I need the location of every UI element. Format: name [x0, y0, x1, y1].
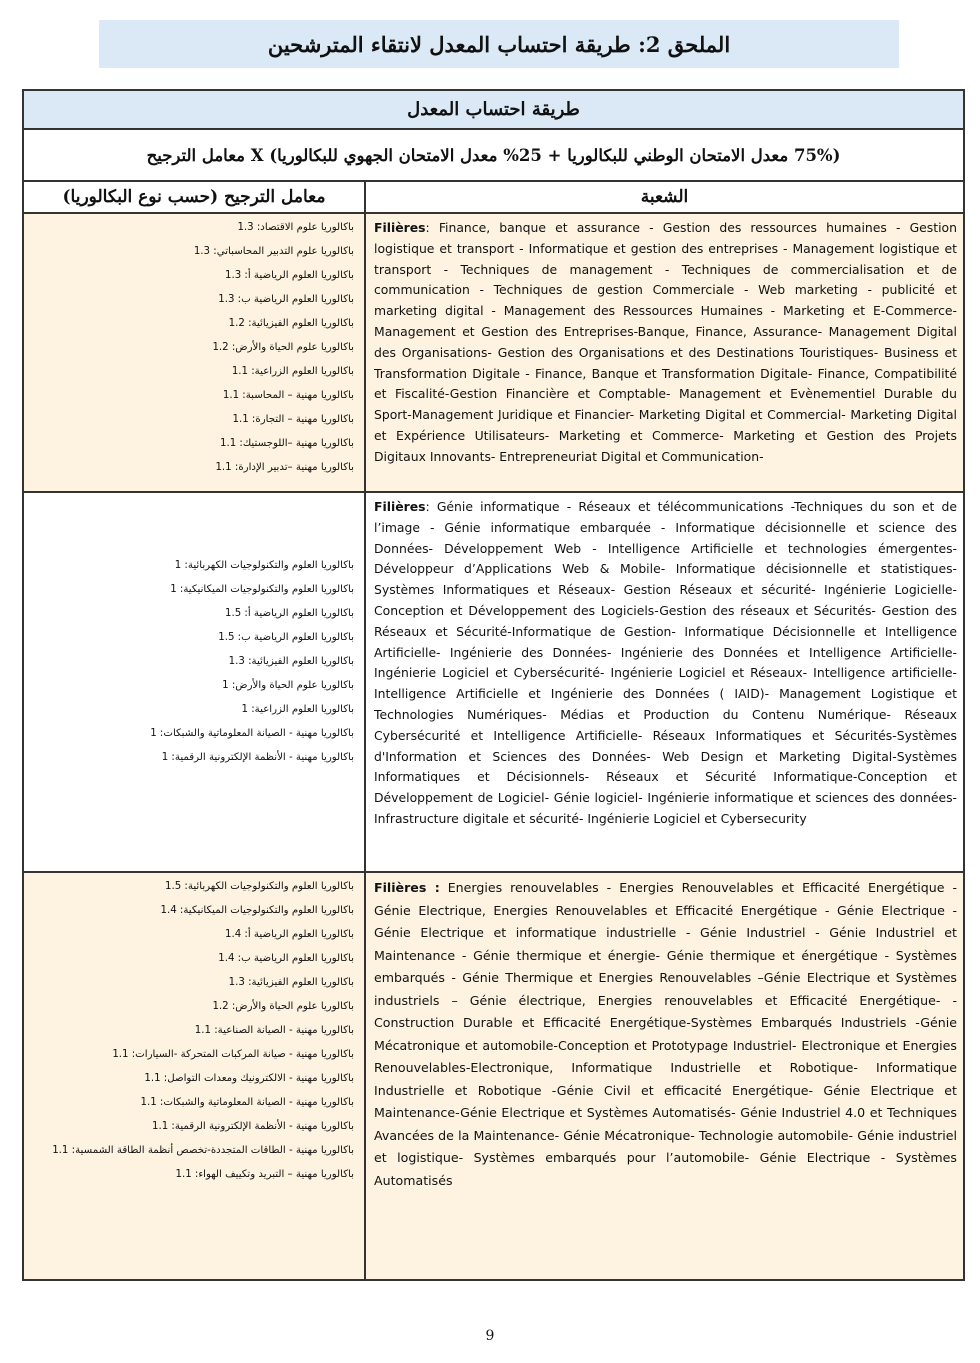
- list-item: باكالوريا العلوم الرياضية ب: 1.4: [218, 953, 354, 964]
- column-header-filiere: [365, 181, 964, 213]
- coefficient-list: [30, 554, 354, 770]
- formula-row: [23, 129, 964, 181]
- coefficient-list: [30, 875, 354, 1187]
- filiere-cell: [365, 872, 964, 1280]
- list-item: باكالوريا مهنية - الصيانة الصناعية: 1.1: [194, 1025, 354, 1036]
- list-item: باكالوريا العلوم والتكنولوجيات الميكانيكية: 1: [170, 584, 354, 595]
- formula-text: (75% معدل الامتحان الوطني للبكالوريا + 25% معدل الامتحان الجهوي للبكالوريا) X معامل الترجيح: [146, 145, 841, 165]
- list-item: باكالوريا مهنية - الأنظمة الإلكترونية الرقمية: 1.1: [151, 1121, 354, 1132]
- list-item: باكالوريا العلوم الرياضية ب: 1.5: [218, 632, 354, 643]
- list-item: باكالوريا علوم التدبير المحاسباتي: 1.3: [193, 246, 354, 257]
- table-heading: [23, 90, 964, 129]
- list-item: باكالوريا العلوم الرياضية أ: 1.4: [224, 929, 354, 940]
- filiere-text: : Finance, banque et assurance - Gestion des ressources humaines - Gestion logistique et transport - Informatique et gestion des entreprises - Management logistique et transport - Techniques de management - Techniques de commercialisation et de communication - Techniques de gestion Commerciale - Web marketing - publicité et marketing digital - Management des Ressources Humaines - Marketing et E-Commerce- Management et Gestion des Entreprises-Banque, Finance, Assurance- Management Digital des Organisations- Gestion des Organisations et des Destinations Touristiques- Business et Transformation Digitale - Finance, Banque et Transformation Digitale- Finance, Compatibilité et Fiscalité-Gestion Financière et Comptable- Management et Evènementiel Durable du Sport-Management Juridique et Financier- Marketing Digital et Commercial- Marketing Digital et Expérience Utilisateurs- Marketing et Commerce- Marketing et Gestion des Projets Digitaux Innovants- Entrepreneuriat Digital et Communication-: [374, 220, 957, 464]
- column-header-coefficient: [23, 181, 365, 213]
- list-item: باكالوريا مهنية - الطاقات المتجددة-تخصص أنظمة الطاقة الشمسية: 1.1: [52, 1145, 354, 1156]
- page-number: 9: [485, 1328, 495, 1344]
- list-item: باكالوريا مهنية - صيانة المركبات المتحركة -السيارات: 1.1: [112, 1049, 354, 1060]
- list-item: باكالوريا العلوم الزراعية: 1.1: [231, 366, 354, 377]
- table-row: [23, 872, 964, 1280]
- annex-title-banner: [99, 20, 899, 68]
- list-item: باكالوريا العلوم والتكنولوجيات الكهربائية: 1: [174, 560, 354, 571]
- filiere-label: Filières: [374, 499, 426, 514]
- column-header-filiere-text: الشعبة: [640, 187, 689, 207]
- filiere-label: Filières: [374, 220, 426, 235]
- list-item: باكالوريا مهنية – التبريد وتكييف الهواء: 1.1: [175, 1169, 354, 1180]
- list-item: باكالوريا مهنية – المحاسبة: 1.1: [222, 390, 354, 401]
- list-item: باكالوريا العلوم الفيزيائية: 1.3: [228, 977, 354, 988]
- filiere-cell: [365, 213, 964, 492]
- list-item: باكالوريا العلوم الرياضية أ: 1.3: [224, 270, 354, 281]
- coefficient-cell: [23, 213, 365, 492]
- filiere-label: Filières :: [374, 880, 440, 895]
- coefficient-cell: [23, 492, 365, 872]
- list-item: باكالوريا العلوم الرياضية أ: 1.5: [224, 608, 354, 619]
- table-row: [23, 213, 964, 492]
- list-item: باكالوريا مهنية –اللوجستيك: 1.1: [219, 438, 354, 449]
- list-item: باكالوريا مهنية - الأنظمة الإلكترونية الرقمية: 1: [161, 752, 354, 763]
- annex-title: الملحق 2: طريقة احتساب المعدل لانتقاء المترشحين: [267, 31, 731, 57]
- list-item: باكالوريا العلوم الزراعية: 1: [241, 704, 354, 715]
- list-item: باكالوريا علوم الحياة والأرض: 1: [222, 680, 354, 691]
- table-heading-text: طريقة احتساب المعدل: [407, 99, 580, 120]
- list-item: باكالوريا علوم الحياة والأرض: 1.2: [212, 1001, 354, 1012]
- list-item: باكالوريا مهنية - الصيانة المعلوماتية والشبكات: 1: [150, 728, 354, 739]
- list-item: باكالوريا مهنية – التجارة: 1.1: [232, 414, 354, 425]
- list-item: باكالوريا العلوم والتكنولوجيات الميكانيكية: 1.4: [160, 905, 354, 916]
- filiere-text: Energies renouvelables - Energies Renouvelables et Efficacité Energétique - Génie Electrique, Energies Renouvelables et Efficacité Energétique - Génie Electrique - Génie Electrique et informatique industrielle - Génie Industriel - Génie Industriel et Maintenance - Génie thermique et énergie- Génie thermique et énergétique - Systèmes embarqués - Génie Thermique et Energies Renouvelables –Génie Electrique et Systèmes industriels – Génie électrique, Energies renouvelables et Efficacité Energétique- - Construction Durable et Efficacité Energétique-Systèmes Embarqués Industriels -Génie Mécatronique et automobile-Conception et Prototypage Industriel- Electronique et Energies Renouvelables-Electronique, Informatique Industrielle et Robotique- Informatique Industrielle et Robotique -Génie Civil et efficacité Energétique- Génie Electrique et Maintenance-Génie Electrique et Systèmes Automatisés- Génie Industriel 4.0 et Techniques Avancées de la Maintenance- Génie Mécatronique- Technologie automobile- Génie industriel et logistique- Systèmes embarqués pour l’automobile- Génie Electrique - Systèmes Automatisés: [374, 880, 958, 1188]
- filiere-cell: [365, 492, 964, 872]
- list-item: باكالوريا مهنية –تدبير الإدارة: 1.1: [215, 462, 354, 473]
- list-item: باكالوريا العلوم الفيزيائية: 1.2: [228, 318, 354, 329]
- list-item: باكالوريا مهنية - الصيانة المعلوماتية والشبكات: 1.1: [140, 1097, 354, 1108]
- average-calculation-table: [22, 89, 965, 1281]
- filiere-text: : Génie informatique - Réseaux et télécommunications -Techniques du son et de l’image - Génie informatique embarquée - Informatique décisionnelle et science des Données- Développement Web - Intelligence Artificielle et technologies émergentes- Développeur d’Applications Web & Mobile- Informatique décisionnelle et statistiques- Systèmes Informatiques et Réseaux- Gestion Réseaux et sécurité- Ingénierie Logicielle- Conception et Développement des Logiciels-Gestion des réseaux et Sécurités- Gestion des Réseaux et Sécurité-Informatique de Gestion- Informatique Décisionnelle et Intelligence Artificielle- Ingénierie des Données- Ingénierie des Données et Intelligence Artificielle- Ingénierie Logiciel et Cybersécurité- Ingénierie Logiciel et Réseaux- Intelligence artificielle- Intelligence Artificielle et Ingénierie des Données ( IAID)- Management Logistique et Technologies Numériques- Médias et Production du Contenu Numérique- Réseaux Cybersécurité et Intelligence Artificielle- Réseaux Informatiques et Sécurités-Systèmes d'Information et Sciences des Données- Web Design et Marketing Digital-Systèmes Informatiques et Décisionnels- Réseaux et Sécurité Informatique-Conception et Développement de Logiciel- Génie logiciel- Ingénierie informatique et sciences des données- Infrastructure digitale et sécurité- Ingénierie Logiciel et Cybersecurity: [374, 499, 957, 826]
- list-item: باكالوريا علوم الاقتصاد: 1.3: [237, 222, 354, 233]
- list-item: باكالوريا العلوم والتكنولوجيات الكهربائية: 1.5: [164, 881, 354, 892]
- list-item: باكالوريا مهنية - الالكترونيك ومعدات التواصل: 1.1: [144, 1073, 354, 1084]
- coefficient-cell: [23, 872, 365, 1280]
- column-header-coefficient-text: معامل الترجيح (حسب نوع البكالوريا): [62, 187, 326, 207]
- list-item: باكالوريا علوم الحياة والأرض: 1.2: [212, 342, 354, 353]
- table-row: [23, 492, 964, 872]
- coefficient-list: [30, 216, 354, 480]
- list-item: باكالوريا العلوم الرياضية ب: 1.3: [218, 294, 354, 305]
- list-item: باكالوريا العلوم الفيزيائية: 1.3: [228, 656, 354, 667]
